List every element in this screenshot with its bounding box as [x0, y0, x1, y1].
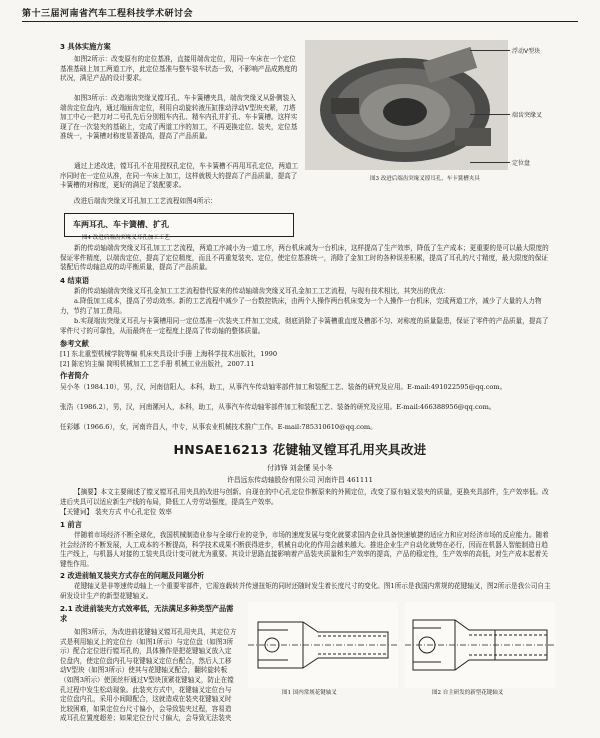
- keywords: 【关键词】 装夹方式 中心孔定位 效率: [60, 508, 172, 516]
- figure-2-drawing: [405, 602, 555, 688]
- figure-1-drawing: [248, 602, 398, 688]
- section-heading: 2 改进前轴叉装夹方式存在的问题及问题分析: [60, 571, 205, 580]
- paragraph: 通过上述改进，镗耳孔不在用授权孔定位，车卡簧槽不再用耳孔定位，两道工序同时在一定位从准，在同一车床上加工，这样就极大的提高了产品质量，提高了卡簧槽的对称度，更好的满足了装配要求。: [60, 162, 299, 190]
- figure-3-photo: [305, 40, 508, 170]
- fixture-photo-icon: [305, 40, 508, 170]
- paragraph: 伴随着市场经济不断全球化，我国机械制造业参与全球行业的竞争，市场的速度发展与变化就要求国内企业具备快速敏捷的适应力和应对经济市场的反应能力。随着社会经济的不断发展，人工成本的不断提高，科学技术成果不断获得进步，机械自动化的作用会越来越大。推进企业生产自动化就势在必行，因而在机器人智能制造日趋生产线上，与机器人对接的工装夹具设计变可就尤为重要。其设计思路直接影响着产品装夹质量和生产效率的提高，产品的稳定性，生产效率的高低，对生产成本起着关键性作用。: [60, 531, 549, 568]
- paragraph: 改进后端齿突缘叉耳孔加工工艺流程如图4所示：: [74, 197, 217, 205]
- section-heading: 参考文献: [60, 339, 89, 348]
- figure-1-caption: 图1 国内常规花键轴叉: [282, 690, 337, 696]
- list-item: a.降低加工成本，提高了劳动效率。新的工艺流程中减少了一台数控铣床，由两个人操作两台机床变为一个人操作一台机床，完成两道工序，减少了大量的人力物力，节约了加工费用。: [60, 297, 542, 315]
- leader-line: [470, 114, 510, 115]
- reference: [2] 陈宏钧主编 简明机械加工工艺手册 机械工业出版社，2007.11: [60, 360, 255, 368]
- spline-fork-drawing-icon: [248, 602, 398, 688]
- author-bio: 吴小冬（1984.10），男，汉，河南信阳人，本科，助工，从事汽车传动轴零部件加工和装配工艺、装备的研究及应用。E-mail:491022595@qq.com。: [60, 383, 507, 391]
- section-heading: 作者简介: [60, 371, 89, 380]
- article-affiliation: 许昌远东传动轴股份有限公司 河南许昌 461111: [227, 476, 373, 484]
- leader-line: [470, 50, 510, 51]
- section-heading: 4 结束语: [60, 276, 90, 285]
- figure-2-caption: 图2 自主研发的新型花键轴叉: [432, 690, 504, 696]
- label-v-block: 浮动V型块: [512, 48, 541, 55]
- label-fork: 端齿突缘叉: [512, 112, 543, 119]
- author-bio: 任彩娜（1966.6），女，河南许昌人，中专，从事农业机械技术推广工作。E-mail:785310610@qq.com。: [60, 423, 377, 431]
- running-header: 第十三届河南省汽车工程科技学术研讨会: [22, 6, 578, 22]
- article-authors: 付沛锋 刘金懂 吴小冬: [267, 464, 333, 472]
- paragraph: 新的传动轴端齿突缘叉耳孔加工工艺流程，两道工序减小为一道工序，两台机床减为一台机床，这样提高了生产效率，降低了生产成本；更重要的是可以最大限度的保证零件精度，以端齿定位，提高了定位精度，而且不再重复装夹、定位，使定位基准统一，消除了金加工时的各种误差积累，提高了耳孔的尺寸精度，最大限度的保证装配后传动轴总成的动平衡质量，提高了产品质量。: [60, 244, 549, 272]
- figure-3-caption: 图3 改进后端齿突缘叉镗耳孔、车卡簧槽夹具: [370, 176, 480, 182]
- section-heading: 3 具体实施方案: [60, 42, 111, 51]
- paragraph: 如图2所示：改变原有的定位基准，直接用端齿定位，用同一车床在一个定位基准基础上加工两道工序，此定位基准与整车装车状态一致，不影响产品成熟度的状况，满足产品的设计要求。: [60, 55, 298, 83]
- paragraph: 花键轴叉是非等速传动轴上一个重要零部件，它需连载转并传递扭矩的同时还随时发生着长度尺寸的变化。图1所示是我国内常规的花键轴叉，图2所示是我公司自主研发设计生产的新型花键轴叉。: [60, 582, 551, 600]
- paragraph: 如图3所示，为改进前花键轴叉镗耳孔用夹具，其定位方式是利用轴叉上的定位台（如图1所示）与定位盘（如图3所示）配合定位进行镗耳孔的，具体操作是把花键轴叉放入定位盘内，使定位盘内孔与花键轴叉定位台配合，然后人工移动V型块（如图3所示）使其与花键轴叉配合，翻转旋转板（如图3所示）使顶丝杆通过V型块顶紧花键轴叉，防止在镗孔过程中发生松动现象。此装夹方式中，花键轴叉定位台与定位盘内孔，采用小间隙配合，这就造成在装夹花键轴叉时比较困难，如果定位台尺寸偏小，会导致装夹过程，容易造成耳孔位置度超差；如果定位台尺寸偏大，会导致无法装夹: [60, 628, 237, 723]
- list-item: b.实现端齿突缘叉耳孔与卡簧槽用同一定位基准一次装夹工件加工完成，彻底消除了卡簧槽重直度及槽部不匀、对称度的质量隐患，保证了零件的产品质量，提高了零件尺寸的可靠性，从而最终在一定程度上提高了传动轴的整体质量。: [60, 317, 549, 335]
- new-spline-fork-drawing-icon: [405, 602, 555, 688]
- reference: [1] 东北重型机械学院等编 机床夹具设计手册 上海科学技术出版社，1990: [60, 350, 278, 358]
- article-title: HNSAE16213 花键轴叉镗耳孔用夹具改进: [173, 442, 427, 457]
- paragraph: 新的传动轴端齿突缘叉耳孔金加工工艺流程替代原来的传动轴端齿突缘叉耳孔金加工工艺流程，与现有技术相比，其突出的优点：: [74, 287, 450, 295]
- abstract: 【摘要】本文主要阐述了镗叉镗耳孔用夹具的改进与创新。自现在的中心孔定位作断原来的外圆定位，改变了原有轴叉装夹的质量，更换夹具部件，生产效率低。改进后夹具可以适应新生产线的布局，降低工人劳劳动强度，提高生产效率。: [60, 488, 549, 506]
- section-heading: 2.1 改进前装夹方式效率低，无法满足多种类型产品需求: [60, 604, 234, 623]
- label-disc: 定位盘: [512, 160, 531, 167]
- leader-line: [470, 162, 510, 163]
- section-heading: 1 前言: [60, 520, 82, 529]
- figure-4-caption: 图4 改进后端齿突缘叉耳孔加工工艺: [82, 235, 170, 241]
- process-flow-box: 车两耳孔、车卡簧槽、扩孔: [64, 213, 294, 237]
- paragraph: 如图3所示：改造端齿突缘叉镗耳孔、车卡簧槽夹具，端齿突缘叉从卧侧装入端齿定位盘内，通过端面齿定位，利用自动旋转液压缸推动浮动V型块夹紧，刀塔加工中心一把刀对二号孔先后分别粗车内孔、精车内孔并扩孔、车卡簧槽。这样实现了在一次装夹的基础上，完成了两道工序的加工，不再更换定位、装夹，定位基准统一，卡簧槽对称度显著提高，提高了产品质量。: [60, 94, 298, 141]
- author-bio: 张浩（1986.2），男，汉，河南漯河人，本科，助工，从事汽车传动轴零部件加工和装配工艺、装备的研究及应用。E-mail:466388956@qq.com。: [60, 403, 496, 411]
